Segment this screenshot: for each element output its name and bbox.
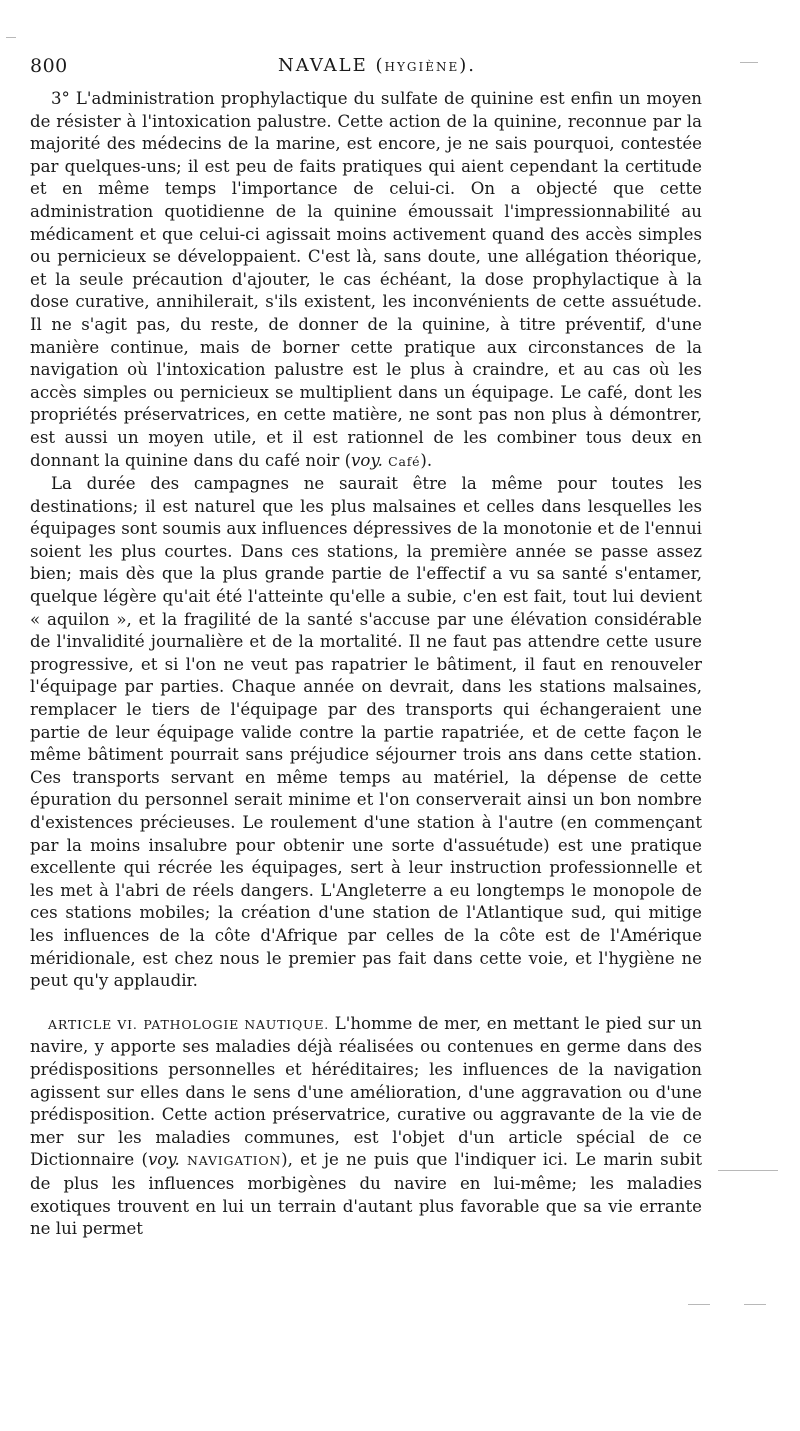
- cross-reference: Café: [388, 453, 421, 469]
- voy-abbrev: voy.: [351, 450, 383, 470]
- running-head: [30, 55, 702, 81]
- page-number: 800: [30, 55, 68, 77]
- paragraph-text: 3° L'administration prophylactique du sulfate de quinine est enfin un moyen de résister à l'intoxication palustre. Cette action de la quinine, reconnue par la majorité des médecins de la marine, est encore, je ne sais pourquoi, contestée par quelques-uns; il est peu de faits pratiques qui aient cependant la certitude et en même temps l'importance de celui-ci. On a objecté que cette administration quotidienne de la quinine émoussait l'impressionnabilité au médicament et que celui-ci agissait moins activement quand des accès simples ou pernicieux se développaient. C'est là, sans doute, une allégation théorique, et la seule précaution d'ajouter, le cas échéant, la dose prophylactique à la dose curative, annihilerait, s'ils existent, les inconvénients de cette assuétude. Il ne s'agit pas, du reste, de donner de la quinine, à titre préventif, d'une manière continue, mais de borner cette pratique aux circonstances de la navigation où l'intoxication palustre est le plus à craindre, et au cas où les accès simples ou pernicieux se multiplient dans un équipage. Le café, dont les propriétés préservatrices, en cette matière, ne sont pas non plus à démontrer, est aussi un moyen utile, et il est rationnel de les combiner tous deux en donnant la quinine dans du café noir (: [30, 89, 702, 470]
- scan-speck: [744, 1304, 766, 1305]
- article-title: PATHOLOGIE NAUTIQUE.: [143, 1016, 330, 1032]
- cross-reference: NAVIGATION: [187, 1153, 282, 1169]
- paragraph-text: La durée des campagnes ne saurait être la même pour toutes les destinations; il est naturel que les plus malsaines et celles dans lesquelles les équipages sont soumis aux influences dépressives de la monotonie et de l'ennui soient les plus courtes. Dans ces stations, la première année se passe assez bien; mais dès que la plus grande partie de l'effectif a vu sa santé s'entamer, quelque légère qu'ait été l'atteinte qu'elle a subie, c'en est fait, tout lui devient « aquilon », et la fragilité de la santé s'accuse par une élévation considérable de l'invalidité journalière et de la mortalité. Il ne faut pas attendre cette usure progressive, et si l'on ne veut pas rapatrier le bâtiment, il faut en renouveler l'équipage par parties. Chaque année on devrait, dans les stations malsaines, remplacer le tiers de l'équipage par des transports qui échangeraient une partie de leur équipage valide contre la partie rapatriée, et de cette façon le même bâtiment pourrait sans préjudice séjourner trois ans dans cette station. Ces transports servant en même temps au matériel, la dépense de cette épuration du personnel serait minime et l'on conserverait ainsi un bon nombre d'existences précieuses. Le roulement d'une station à l'autre (en commençant par la moins insalubre pour obtenir une sorte d'assuétude) est une pratique excellente qui récrée les équipages, sert à leur instruction professionnelle et les met à l'abri de réels dangers. L'Angleterre a eu longtemps le monopole de ces stations mobiles; la création d'une station de l'Atlantique sud, qui mitige les influences de la côte d'Afrique par celles de la côte est de l'Amérique méridionale, est chez nous le premier pas fait dans cette voie, et l'hygiène ne peut qu'y applaudir.: [30, 474, 702, 991]
- running-title-smallcaps: HYGIÈNE: [384, 60, 460, 74]
- paragraph-campagnes: [30, 473, 702, 993]
- paragraph-text: ).: [420, 450, 433, 470]
- scan-speck: [740, 62, 758, 63]
- scan-speck: [6, 37, 16, 38]
- article-label: ARTICLE VI.: [48, 1016, 138, 1032]
- scan-speck: [688, 1304, 710, 1305]
- running-title-main: NAVALE (: [278, 55, 385, 76]
- body-text: [30, 88, 702, 1241]
- paragraph-quinine: [30, 88, 702, 473]
- paragraph-text: L'homme de mer, en mettant le pied sur un navire, y apporte ses maladies déjà réalisées ou contenues en germe dans des prédispositions personnelles et héréditaires; les influences de la navigation agissent sur elles dans le sens d'une amélioration, d'une aggravation ou d'une prédisposition. Cette action préservatrice, curative ou aggravante de la vie de mer sur les maladies communes, est l'objet d'un article spécial de ce Dictionnaire (: [30, 1013, 702, 1170]
- paragraph-text: ), et je ne puis que l'indiquer ici. Le marin subit de plus les influences morbigènes du navire en lui-même; les maladies exotiques trouvent en lui un terrain d'autant plus favorable que sa vie errante ne lui permet: [30, 1150, 702, 1239]
- voy-abbrev: voy.: [147, 1150, 180, 1170]
- running-title-close: ).: [459, 55, 476, 76]
- scan-speck: [718, 1170, 778, 1171]
- running-title: [30, 55, 702, 76]
- paragraph-article-vi: [30, 1013, 702, 1241]
